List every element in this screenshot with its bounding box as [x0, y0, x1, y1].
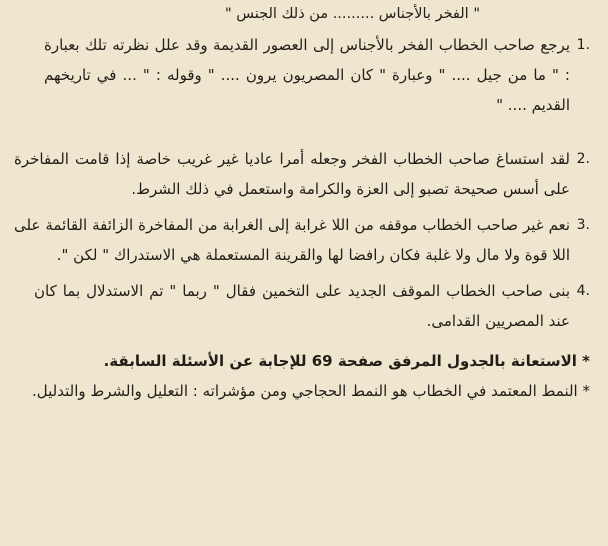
list-item: [14, 276, 590, 336]
list-item-number: 4.: [576, 283, 590, 299]
table-reference-note: * الاستعانة بالجدول المرفق صفحة 69 للإجابة عن الأسئلة السابقة.: [103, 352, 590, 370]
list-item-text: يرجع صاحب الخطاب الفخر بالأجناس إلى العصور القديمة وقد علل نظرته تلك بعبارة : " ما من جيل .... " وعبارة " كان المصريون يرون .... " وقوله : " ... في تاريخهم القديم .... ": [44, 36, 570, 114]
list-item-text: لقد استساغ صاحب الخطاب الفخر وجعله أمرا عاديا غير غريب خاصة إذا قامت المفاخرة على أسس صحيحة تصبو إلى العزة والكرامة واستعمل في ذلك الشرط.: [14, 150, 570, 198]
list-item-number: 3.: [576, 217, 590, 233]
list-item-number: 1.: [576, 37, 590, 53]
list-item-text: نعم غير صاحب الخطاب موقفه من اللا غرابة إلى الغرابة من المفاخرة الزائفة القائمة على اللا قوة ولا مال ولا غلبة فكان رافضا لها والقرينة المستعملة هي الاستدراك " لكن ".: [14, 216, 570, 264]
list-item-number: 2.: [576, 151, 590, 167]
text-pattern-note: * النمط المعتمد في الخطاب هو النمط الحجاجي ومن مؤشراته : التعليل والشرط والتدليل.: [32, 382, 590, 400]
intro-quote-line: " الفخر بالأجناس ......... من ذلك الجنس ": [225, 6, 480, 22]
list-item: [14, 30, 590, 120]
list-item-text: بنى صاحب الخطاب الموقف الجديد على التخمين فقال " ربما " تم الاستدلال بما كان عند المصريين القدامى.: [34, 282, 570, 330]
list-item: [14, 144, 590, 204]
list-item: [14, 210, 590, 270]
